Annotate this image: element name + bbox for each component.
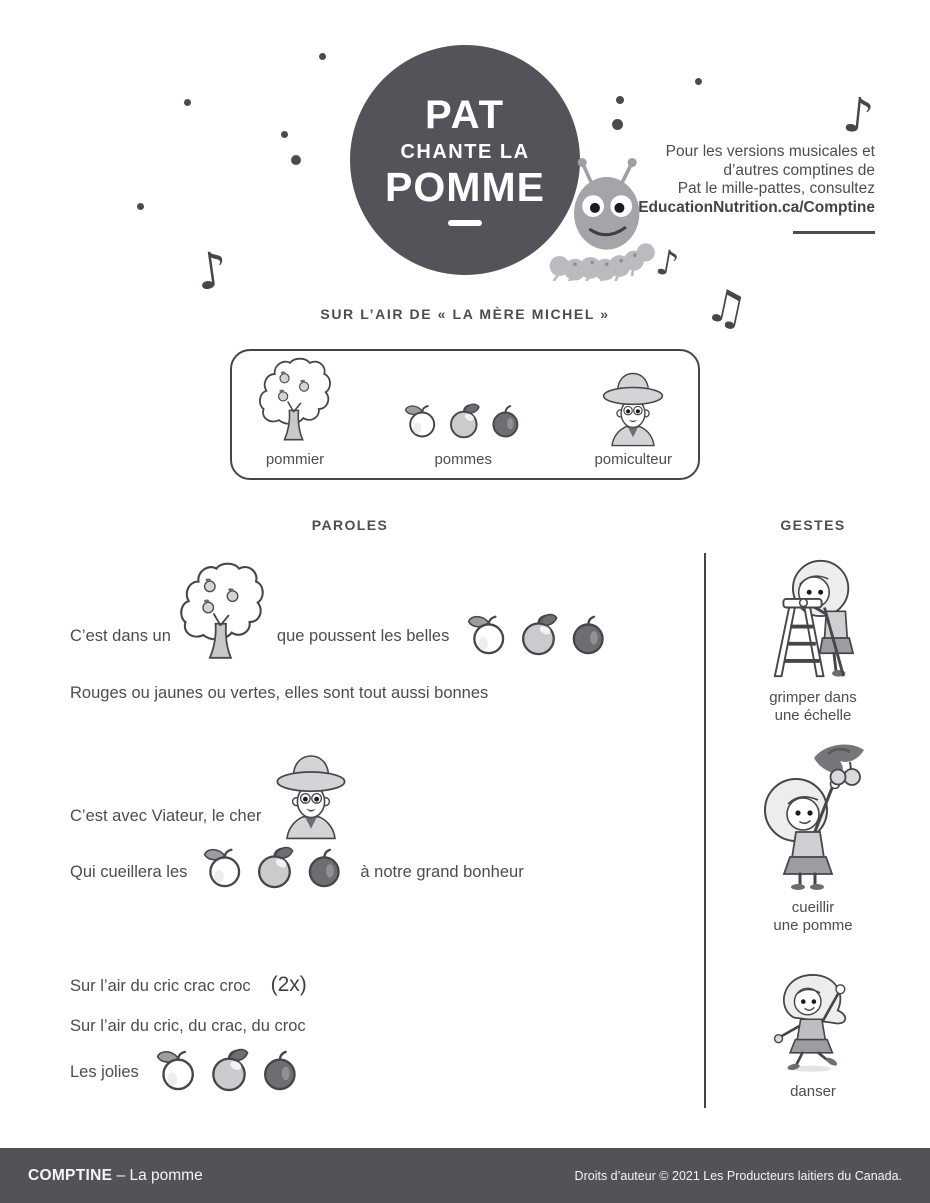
music-note-icon: ♫ [700,276,753,338]
legend-label: pomiculteur [594,451,672,468]
lyric-line-3 [70,752,351,840]
logo-dash [448,220,482,226]
legend-item-pomiculteur [594,370,672,468]
three-apples-icon [153,1047,303,1092]
farmer-icon [271,752,351,840]
intro-line: Pat le mille-pattes, consultez [677,180,875,197]
gesture-pick-apple [723,740,903,934]
gesture-climb-ladder [723,556,903,724]
gesture-caption [769,689,857,724]
decor-dot [281,131,288,138]
footer-document-title [28,1167,203,1185]
gesture-dance [723,968,903,1101]
repeat-marker: (2x) [270,973,307,996]
legend-label: pommier [265,451,325,468]
three-apples-icon [465,612,610,656]
decor-dot [612,119,623,130]
legend-item-pommier [258,357,332,468]
caption-line: danser [790,1083,836,1100]
caption-line: grimper dans [769,689,857,706]
lyric-text: à notre grand bonheur [360,863,524,881]
legend-box [230,349,700,480]
caption-line: une pomme [773,916,853,934]
apple-tree-icon [179,562,265,666]
intro-line: d’autres comptines de [723,161,875,179]
decor-dot [291,155,301,165]
music-note-icon: ♪ [652,242,682,286]
caption-line: une échelle [774,706,852,724]
three-apples-icon [201,845,346,889]
lyric-line-7 [70,1048,303,1092]
column-divider [704,553,706,1108]
decor-dot [137,203,144,210]
lyric-line-5 [70,973,307,997]
lyric-text: C’est avec Viateur, le cher [70,807,262,825]
tune-subtitle: SUR L’AIR DE « LA MÈRE MICHEL » [320,306,610,322]
girl-climbing-ladder-icon [763,556,863,680]
paroles-heading: PAROLES [311,517,389,533]
legend-item-pommes [403,402,523,468]
decor-dot [319,53,326,60]
lyric-text: C’est dans un [70,627,171,645]
lyric-text: Sur l’air du cric crac croc [70,977,251,995]
lyric-line-1 [70,556,610,666]
gesture-caption [773,899,852,934]
gestes-heading: GESTES [780,517,846,533]
music-note-icon: ♪ [192,240,232,302]
lyric-line-2: Rouges ou jaunes ou vertes, elles sont tout aussi bonnes [70,684,489,702]
caterpillar-mascot-illustration [545,153,663,281]
apple-tree-icon [258,357,332,447]
girl-dancing-icon [765,968,861,1074]
decor-dot [616,96,624,104]
farmer-icon [598,370,668,447]
gesture-caption [790,1083,836,1101]
decor-dot [695,78,702,85]
logo-title-line1: PAT [424,92,506,137]
decor-dot [184,99,191,106]
lyric-text: que poussent les belles [276,627,450,645]
logo-title-line2: CHANTE LA [400,140,530,163]
lyric-line-6: Sur l’air du cric, du crac, du croc [70,1017,306,1035]
three-apples-icon [403,402,523,439]
footer-copyright: Droits d’auteur © 2021 Les Producteurs laitiers du Canada. [574,1168,902,1183]
logo-title-line3: POMME [385,163,545,210]
footer-title-bold: COMPTINE [28,1166,113,1184]
lyric-line-4 [70,849,524,889]
girl-picking-apple-icon [757,740,869,890]
intro-line: Pour les versions musicales et [665,143,875,160]
caption-line: cueillir [791,899,835,916]
footer-bar [0,1148,930,1203]
lyric-text: Qui cueillera les [70,863,188,881]
lyric-text: Les jolies [70,1063,139,1081]
intro-underline [793,231,875,234]
website-link[interactable]: EducationNutrition.ca/Comptine [638,198,875,216]
footer-title-rest: – La pomme [116,1166,203,1184]
music-note-icon: ♪ [840,86,877,146]
legend-label: pommes [434,451,492,468]
